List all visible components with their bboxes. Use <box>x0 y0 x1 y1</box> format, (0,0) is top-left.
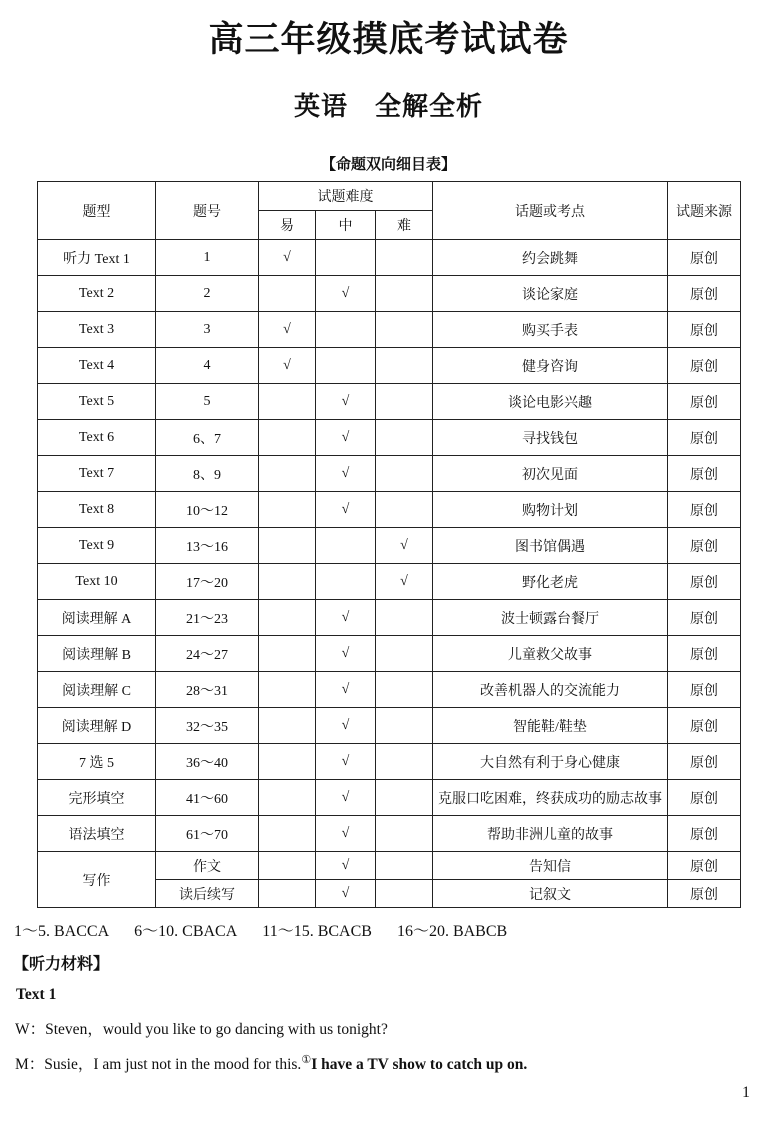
cell-hard <box>376 816 433 852</box>
cell-easy: √ <box>259 312 316 348</box>
table-row <box>38 528 741 564</box>
cell-source: 原创 <box>668 708 741 744</box>
cell-topic: 克服口吃困难，终获成功的励志故事 <box>433 780 668 816</box>
cell-easy <box>259 816 316 852</box>
cell-easy <box>259 852 316 880</box>
cell-number: 读后续写 <box>156 880 259 908</box>
cell-easy <box>259 384 316 420</box>
cell-medium <box>316 312 376 348</box>
cell-hard <box>376 852 433 880</box>
cell-hard <box>376 600 433 636</box>
cell-number: 32～35 <box>156 708 259 744</box>
cell-topic: 购买手表 <box>433 312 668 348</box>
cell-topic: 记叙文 <box>433 880 668 908</box>
cell-topic: 改善机器人的交流能力 <box>433 672 668 708</box>
table-row <box>38 708 741 744</box>
cell-source: 原创 <box>668 564 741 600</box>
cell-type: 语法填空 <box>38 816 156 852</box>
cell-hard <box>376 420 433 456</box>
cell-medium: √ <box>316 492 376 528</box>
cell-hard <box>376 384 433 420</box>
cell-type: 阅读理解 A <box>38 600 156 636</box>
cell-hard <box>376 492 433 528</box>
cell-medium: √ <box>316 780 376 816</box>
cell-topic: 初次见面 <box>433 456 668 492</box>
cell-easy <box>259 600 316 636</box>
cell-topic: 购物计划 <box>433 492 668 528</box>
table-row <box>38 564 741 600</box>
cell-hard <box>376 276 433 312</box>
table-row <box>38 240 741 276</box>
cell-easy <box>259 528 316 564</box>
cell-medium: √ <box>316 672 376 708</box>
cell-number: 13～16 <box>156 528 259 564</box>
cell-easy <box>259 420 316 456</box>
cell-type: Text 9 <box>38 528 156 564</box>
listening-materials-heading: 【听力材料】 <box>13 956 110 973</box>
answer-group: 11～15. BCACB <box>262 923 372 940</box>
cell-type: Text 8 <box>38 492 156 528</box>
cell-topic: 野化老虎 <box>433 564 668 600</box>
cell-number: 8、9 <box>156 456 259 492</box>
table-row <box>38 384 741 420</box>
cell-number: 21～23 <box>156 600 259 636</box>
answer-group: 6～10. CBACA <box>134 923 238 940</box>
cell-topic: 帮助非洲儿童的故事 <box>433 816 668 852</box>
cell-topic: 告知信 <box>433 852 668 880</box>
header-easy: 易 <box>259 211 316 240</box>
cell-easy <box>259 744 316 780</box>
table-row <box>38 672 741 708</box>
specification-table <box>37 181 741 908</box>
table-row <box>38 348 741 384</box>
cell-hard <box>376 744 433 780</box>
cell-source: 原创 <box>668 384 741 420</box>
cell-source: 原创 <box>668 672 741 708</box>
table-row <box>38 780 741 816</box>
table-row <box>38 744 741 780</box>
table-header-row-1 <box>38 182 741 211</box>
header-question-type: 题型 <box>38 182 156 240</box>
table-row <box>38 852 741 880</box>
cell-medium: √ <box>316 816 376 852</box>
cell-type: 阅读理解 B <box>38 636 156 672</box>
cell-hard <box>376 880 433 908</box>
cell-number: 41～60 <box>156 780 259 816</box>
cell-medium: √ <box>316 880 376 908</box>
cell-medium: √ <box>316 276 376 312</box>
cell-medium: √ <box>316 600 376 636</box>
cell-number: 61～70 <box>156 816 259 852</box>
cell-topic: 智能鞋/鞋垫 <box>433 708 668 744</box>
cell-topic: 谈论电影兴趣 <box>433 384 668 420</box>
table-row <box>38 492 741 528</box>
cell-medium: √ <box>316 420 376 456</box>
dialogue-m-prefix: M：Susie，I am just not in the mood for this. <box>15 1056 302 1073</box>
dialogue-m-bold: I have a TV show to catch up on. <box>311 1056 528 1073</box>
cell-hard <box>376 672 433 708</box>
answer-key-line <box>14 918 777 941</box>
cell-medium <box>316 528 376 564</box>
cell-number: 10～12 <box>156 492 259 528</box>
cell-type: Text 4 <box>38 348 156 384</box>
header-hard: 难 <box>376 211 433 240</box>
table-row <box>38 312 741 348</box>
dialogue-line-m <box>15 1052 777 1074</box>
cell-hard <box>376 636 433 672</box>
cell-source: 原创 <box>668 312 741 348</box>
cell-hard <box>376 240 433 276</box>
cell-source: 原创 <box>668 852 741 880</box>
header-medium: 中 <box>316 211 376 240</box>
cell-easy <box>259 564 316 600</box>
cell-easy <box>259 880 316 908</box>
cell-number: 6、7 <box>156 420 259 456</box>
table-row <box>38 600 741 636</box>
cell-hard <box>376 708 433 744</box>
text1-heading: Text 1 <box>16 986 57 1003</box>
cell-medium: √ <box>316 744 376 780</box>
cell-source: 原创 <box>668 880 741 908</box>
cell-source: 原创 <box>668 528 741 564</box>
answer-group: 1～5. BACCA <box>14 923 110 940</box>
header-question-number: 题号 <box>156 182 259 240</box>
cell-number: 36～40 <box>156 744 259 780</box>
cell-source: 原创 <box>668 456 741 492</box>
cell-easy <box>259 276 316 312</box>
cell-topic: 寻找钱包 <box>433 420 668 456</box>
cell-easy <box>259 456 316 492</box>
cell-type: Text 10 <box>38 564 156 600</box>
cell-hard <box>376 456 433 492</box>
table-row <box>38 276 741 312</box>
cell-source: 原创 <box>668 240 741 276</box>
cell-type: 7 选 5 <box>38 744 156 780</box>
cell-source: 原创 <box>668 600 741 636</box>
cell-topic: 约会跳舞 <box>433 240 668 276</box>
page-number: 1 <box>742 1084 750 1101</box>
cell-source: 原创 <box>668 780 741 816</box>
cell-topic: 谈论家庭 <box>433 276 668 312</box>
header-difficulty: 试题难度 <box>259 182 433 211</box>
cell-source: 原创 <box>668 492 741 528</box>
cell-source: 原创 <box>668 636 741 672</box>
cell-hard <box>376 780 433 816</box>
cell-medium <box>316 240 376 276</box>
cell-easy: √ <box>259 348 316 384</box>
table-row <box>38 420 741 456</box>
table-caption: 【命题双向细目表】 <box>320 156 456 173</box>
cell-medium: √ <box>316 636 376 672</box>
cell-source: 原创 <box>668 420 741 456</box>
cell-source: 原创 <box>668 276 741 312</box>
cell-easy: √ <box>259 240 316 276</box>
cell-medium <box>316 348 376 384</box>
cell-type: 阅读理解 D <box>38 708 156 744</box>
cell-number: 4 <box>156 348 259 384</box>
cell-type: Text 3 <box>38 312 156 348</box>
table-row <box>38 636 741 672</box>
cell-topic: 波士顿露台餐厅 <box>433 600 668 636</box>
cell-type: 听力 Text 1 <box>38 240 156 276</box>
cell-hard: √ <box>376 564 433 600</box>
cell-medium: √ <box>316 852 376 880</box>
cell-number: 17～20 <box>156 564 259 600</box>
cell-number: 3 <box>156 312 259 348</box>
header-source: 试题来源 <box>668 182 741 240</box>
cell-hard <box>376 312 433 348</box>
cell-hard <box>376 348 433 384</box>
cell-number: 24～27 <box>156 636 259 672</box>
cell-topic: 大自然有利于身心健康 <box>433 744 668 780</box>
answer-group: 16～20. BABCB <box>396 923 508 940</box>
cell-topic: 图书馆偶遇 <box>433 528 668 564</box>
cell-easy <box>259 780 316 816</box>
cell-easy <box>259 492 316 528</box>
dialogue-line-w: W：Steven，would you like to go dancing with us tonight? <box>15 1021 388 1038</box>
cell-number: 作文 <box>156 852 259 880</box>
cell-type: Text 6 <box>38 420 156 456</box>
cell-easy <box>259 672 316 708</box>
cell-type: 完形填空 <box>38 780 156 816</box>
cell-type: Text 7 <box>38 456 156 492</box>
table-row <box>38 456 741 492</box>
cell-type: Text 5 <box>38 384 156 420</box>
annotation-ref-mark: ① <box>301 1053 312 1066</box>
header-topic: 话题或考点 <box>433 182 668 240</box>
cell-easy <box>259 636 316 672</box>
cell-topic: 儿童救父故事 <box>433 636 668 672</box>
cell-source: 原创 <box>668 816 741 852</box>
cell-source: 原创 <box>668 744 741 780</box>
cell-source: 原创 <box>668 348 741 384</box>
exam-title: 高三年级摸底考试试卷 <box>208 20 569 59</box>
cell-number: 28～31 <box>156 672 259 708</box>
cell-medium: √ <box>316 384 376 420</box>
cell-topic: 健身咨询 <box>433 348 668 384</box>
cell-medium: √ <box>316 708 376 744</box>
cell-easy <box>259 708 316 744</box>
cell-medium <box>316 564 376 600</box>
cell-number: 5 <box>156 384 259 420</box>
cell-number: 2 <box>156 276 259 312</box>
cell-hard: √ <box>376 528 433 564</box>
cell-medium: √ <box>316 456 376 492</box>
exam-subtitle: 英语 全解全析 <box>293 92 483 121</box>
cell-type: 阅读理解 C <box>38 672 156 708</box>
cell-number: 1 <box>156 240 259 276</box>
table-row <box>38 816 741 852</box>
cell-type: Text 2 <box>38 276 156 312</box>
cell-type-writing: 写作 <box>38 852 156 908</box>
